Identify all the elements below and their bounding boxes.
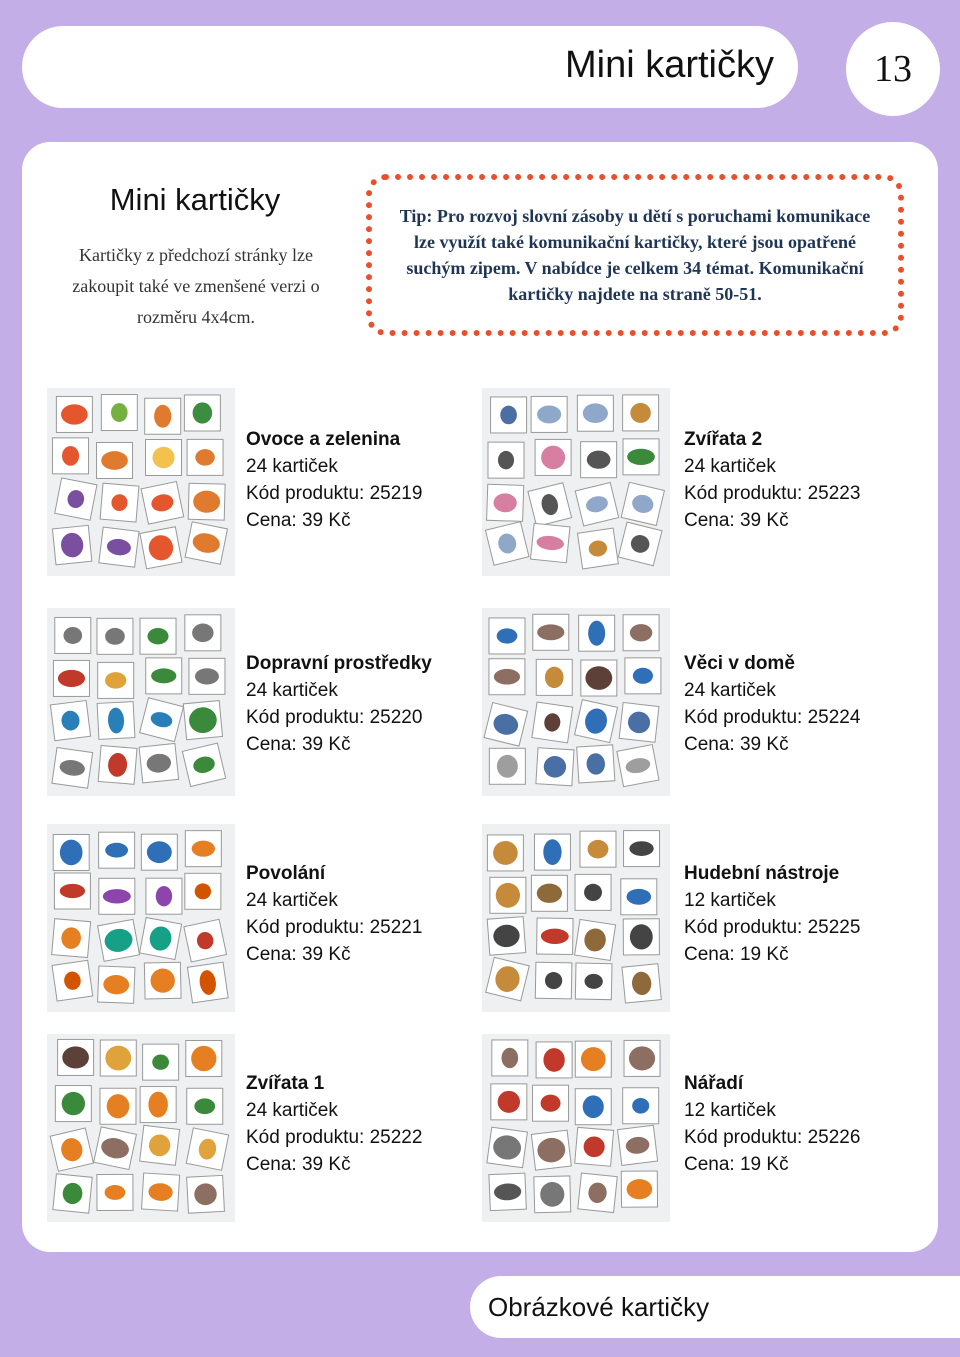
product-name: Zvířata 2	[684, 429, 763, 450]
product-count: 12 kartiček	[684, 1100, 776, 1121]
product-info	[684, 860, 860, 968]
product-count: 12 kartiček	[684, 890, 776, 911]
product-price: Cena: 39 Kč	[246, 734, 351, 755]
product-count: 24 kartiček	[246, 1100, 338, 1121]
tip-text: Tip: Pro rozvoj slovní zásoby u dětí s poruchami komunikace lze využít také komunikační kartičky, které jsou opatřené suchým zipem. V nabídce je celkem 34 témat. Komunikační kartičky najdete na straně 50-51.	[399, 206, 871, 304]
product-code: Kód produktu: 25222	[246, 1127, 423, 1148]
card-collage-icon	[47, 1034, 235, 1222]
product-price: Cena: 19 Kč	[684, 944, 789, 965]
product-name: Povolání	[246, 863, 326, 884]
product-info	[246, 426, 422, 534]
page-title: Mini kartičky	[564, 44, 774, 86]
product-photo-professions	[47, 824, 235, 1012]
product-code: Kód produktu: 25224	[684, 707, 861, 728]
product-code: Kód produktu: 25220	[246, 707, 423, 728]
card-collage-icon	[47, 824, 235, 1012]
product-photo-animals-2	[482, 388, 670, 576]
product-info	[684, 1070, 860, 1178]
card-collage-icon	[482, 608, 670, 796]
product-count: 24 kartiček	[246, 890, 338, 911]
card-collage-icon	[482, 1034, 670, 1222]
card-collage-icon	[47, 388, 235, 576]
product-name: Nářadí	[684, 1073, 744, 1094]
product-info	[684, 426, 860, 534]
product-count: 24 kartiček	[246, 456, 338, 477]
card-collage-icon	[482, 824, 670, 1012]
product-count: 24 kartiček	[246, 680, 338, 701]
product-count: 24 kartiček	[684, 456, 776, 477]
product-name: Věci v domě	[684, 653, 795, 674]
product-info	[246, 650, 432, 758]
card-collage-icon	[482, 388, 670, 576]
product-price: Cena: 39 Kč	[246, 944, 351, 965]
product-info	[246, 1070, 422, 1178]
product-photo-tools	[482, 1034, 670, 1222]
product-info	[246, 860, 422, 968]
product-photo-fruit-vegetables	[47, 388, 235, 576]
product-code: Kód produktu: 25219	[246, 483, 423, 504]
product-price: Cena: 39 Kč	[684, 734, 789, 755]
product-photo-household	[482, 608, 670, 796]
footer-bar	[470, 1276, 960, 1338]
product-code: Kód produktu: 25223	[684, 483, 861, 504]
product-price: Cena: 39 Kč	[246, 1154, 351, 1175]
product-count: 24 kartiček	[684, 680, 776, 701]
page-number: 13	[846, 22, 940, 116]
product-info	[684, 650, 860, 758]
footer-label: Obrázkové kartičky	[488, 1292, 710, 1322]
header-bar	[22, 26, 798, 108]
product-name: Dopravní prostředky	[246, 653, 432, 674]
tip-box	[366, 174, 904, 336]
product-code: Kód produktu: 25221	[246, 917, 423, 938]
intro-title: Mini kartičky	[109, 182, 281, 217]
product-photo-transport	[47, 608, 235, 796]
intro-text: Kartičky z předchozí stránky lze zakoupit také ve zmenšené verzi o rozměru 4x4cm.	[72, 245, 320, 327]
product-code: Kód produktu: 25225	[684, 917, 861, 938]
content-panel	[22, 142, 938, 1252]
product-photo-animals-1	[47, 1034, 235, 1222]
product-photo-instruments	[482, 824, 670, 1012]
product-name: Ovoce a zelenina	[246, 429, 401, 450]
product-price: Cena: 39 Kč	[684, 510, 789, 531]
product-code: Kód produktu: 25226	[684, 1127, 861, 1148]
product-price: Cena: 19 Kč	[684, 1154, 789, 1175]
product-name: Zvířata 1	[246, 1073, 325, 1094]
card-collage-icon	[47, 608, 235, 796]
product-name: Hudební nástroje	[684, 863, 840, 884]
product-price: Cena: 39 Kč	[246, 510, 351, 531]
